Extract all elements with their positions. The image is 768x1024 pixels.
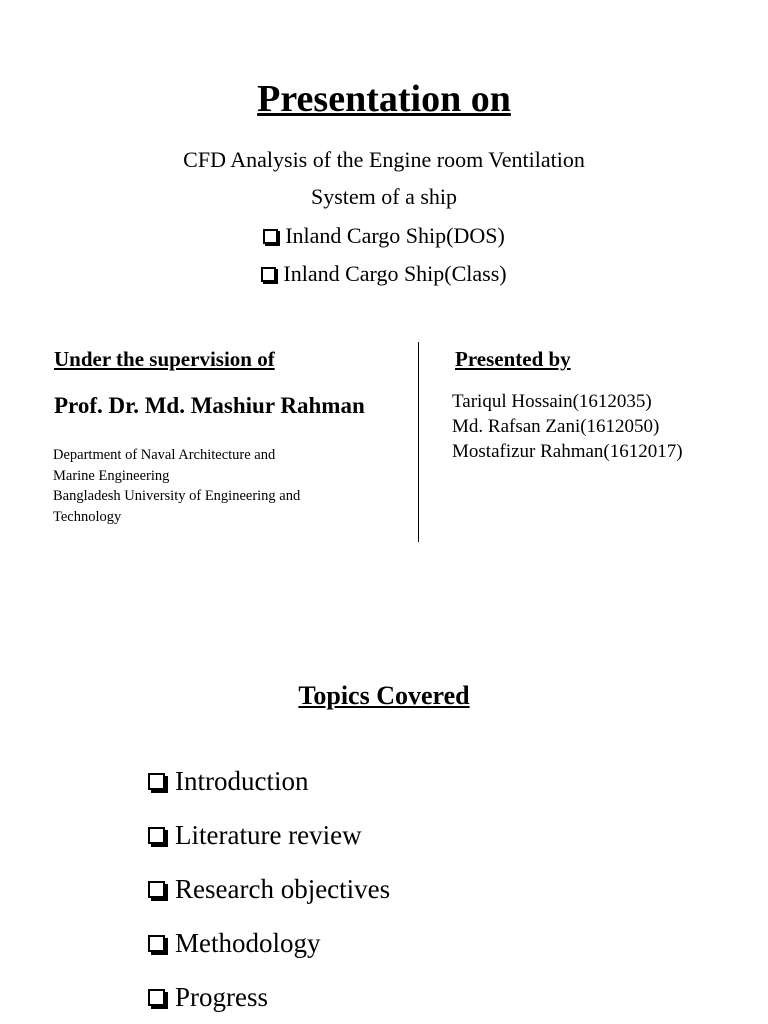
topic-label: Introduction bbox=[175, 766, 309, 796]
topics-heading: Topics Covered bbox=[298, 681, 470, 710]
topic-item bbox=[148, 926, 321, 960]
topic-item bbox=[148, 872, 390, 906]
presenter-name: Tariqul Hossain(1612035) bbox=[452, 391, 652, 412]
presenter-list bbox=[452, 389, 683, 464]
department-line: Technology bbox=[53, 508, 122, 525]
topic-item bbox=[148, 980, 268, 1014]
ship-item-dos bbox=[0, 222, 768, 250]
topic-label: Progress bbox=[175, 982, 268, 1012]
ship-item-label: Inland Cargo Ship(Class) bbox=[283, 261, 507, 286]
page-title: Presentation on bbox=[257, 78, 511, 120]
checkbox-icon bbox=[148, 989, 165, 1006]
topic-label: Literature review bbox=[175, 820, 362, 850]
supervision-heading: Under the supervision of bbox=[54, 347, 275, 371]
topic-label: Research objectives bbox=[175, 874, 391, 904]
topic-item bbox=[148, 764, 308, 798]
checkbox-icon bbox=[263, 229, 278, 244]
presenter-name: Mostafizur Rahman(1612017) bbox=[452, 441, 683, 462]
presenters-heading: Presented by bbox=[455, 347, 571, 371]
supervisor-department bbox=[53, 445, 300, 527]
topic-item bbox=[148, 818, 362, 852]
checkbox-icon bbox=[148, 935, 165, 952]
department-line: Department of Naval Architecture and bbox=[53, 447, 276, 463]
checkbox-icon bbox=[148, 773, 165, 790]
topic-label: Methodology bbox=[175, 928, 321, 958]
presenter-name: Md. Rafsan Zani(1612050) bbox=[452, 416, 660, 437]
column-divider bbox=[418, 342, 419, 542]
checkbox-icon bbox=[261, 267, 276, 282]
checkbox-icon bbox=[148, 881, 165, 898]
ship-item-label: Inland Cargo Ship(DOS) bbox=[285, 223, 505, 248]
department-line: Marine Engineering bbox=[53, 467, 170, 484]
ship-item-class bbox=[0, 260, 768, 288]
subject-line-2: System of a ship bbox=[310, 184, 458, 209]
supervisor-name: Prof. Dr. Md. Mashiur Rahman bbox=[54, 393, 365, 418]
checkbox-icon bbox=[148, 827, 165, 844]
department-line: Bangladesh University of Engineering and bbox=[53, 488, 301, 504]
subject-line-1: CFD Analysis of the Engine room Ventilation bbox=[183, 147, 585, 172]
